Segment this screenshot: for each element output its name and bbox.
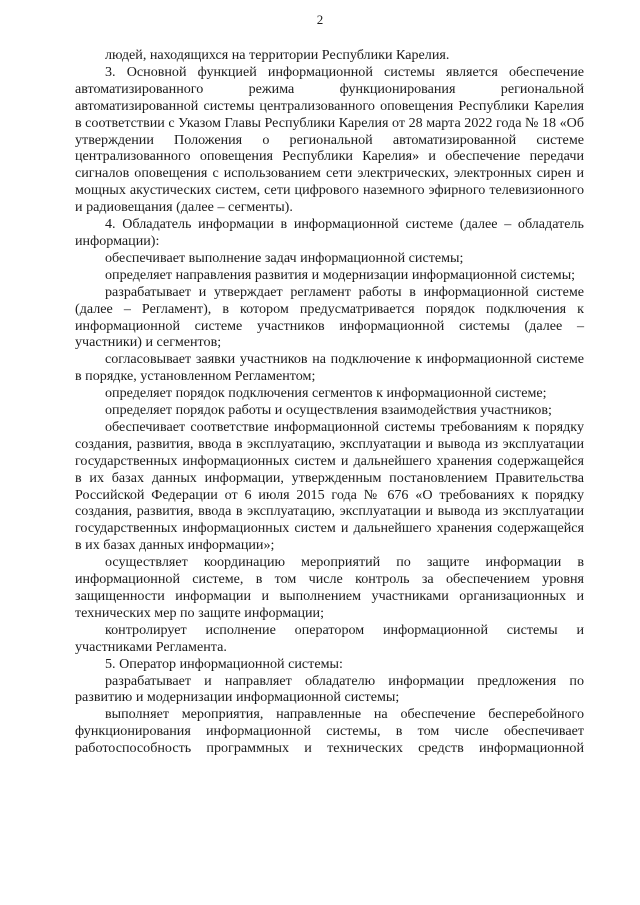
document-body <box>75 47 584 757</box>
paragraph: 3. Основной функцией информационной системы является обеспечение автоматизированного режима функционирования региональной автоматизированной системы централизованного оповещения Республики Карелия в соответствии с Указом Главы Республики Карелия от 28 марта 2022 года № 18 «Об утверждении Положения о региональной автоматизированной системе централизованного оповещения Республики Карелия» и обеспечение передачи сигналов оповещения с использованием сети электрических, электронных сирен и мощных акустических систем, сети цифрового наземного эфирного телевизионного и радиовещания (далее – сегменты). <box>75 63 584 216</box>
paragraph: определяет порядок подключения сегментов к информационной системе; <box>105 385 547 402</box>
paragraph: определяет направления развития и модернизации информационной системы; <box>105 266 576 283</box>
paragraph: разрабатывает и утверждает регламент работы в информационной системе (далее – Регламент), в котором предусматривается порядок подключения к информационной системе участников информационной системы (далее – участники) и сегментов; <box>75 283 584 351</box>
paragraph: 4. Обладатель информации в информационной системе (далее – обладатель информации): <box>75 216 584 249</box>
paragraph: выполняет мероприятия, направленные на обеспечение бесперебойного функционирования информационной системы, в том числе обеспечивает работоспособность программных и технических средств информационной <box>75 706 584 757</box>
paragraph: 5. Оператор информационной системы: <box>105 655 343 672</box>
page-number: 2 <box>316 12 324 27</box>
paragraph: разрабатывает и направляет обладателю информации предложения по развитию и модернизации информационной системы; <box>75 672 584 706</box>
paragraph: определяет порядок работы и осуществления взаимодействия участников; <box>105 402 552 419</box>
paragraph: осуществляет координацию мероприятий по защите информации в информационной системе, в том числе контроль за обеспечением уровня защищенности информации и выполнением участниками организационных и технических мер по защите информации; <box>75 554 584 621</box>
paragraph: контролирует исполнение оператором информационной системы и участниками Регламента. <box>75 621 584 655</box>
paragraph: обеспечивает выполнение задач информационной системы; <box>105 249 464 266</box>
paragraph: обеспечивает соответствие информационной системы требованиям к порядку создания, развития, ввода в эксплуатацию, эксплуатации и вывода из эксплуатации государственных информационных систем и дальнейшего хранения содержащейся в их базах данных информации, утвержденным постановлением Правительства Российской Федерации от 6 июля 2015 года № 676 «О требованиях к порядку создания, развития, ввода в эксплуатацию, эксплуатации и вывода из эксплуатации государственных информационных систем и дальнейшего хранения содержащейся в их базах данных информации»; <box>75 418 584 554</box>
paragraph: людей, находящихся на территории Республики Карелия. <box>105 47 450 63</box>
paragraph: согласовывает заявки участников на подключение к информационной системе в порядке, установленном Регламентом; <box>75 351 584 385</box>
